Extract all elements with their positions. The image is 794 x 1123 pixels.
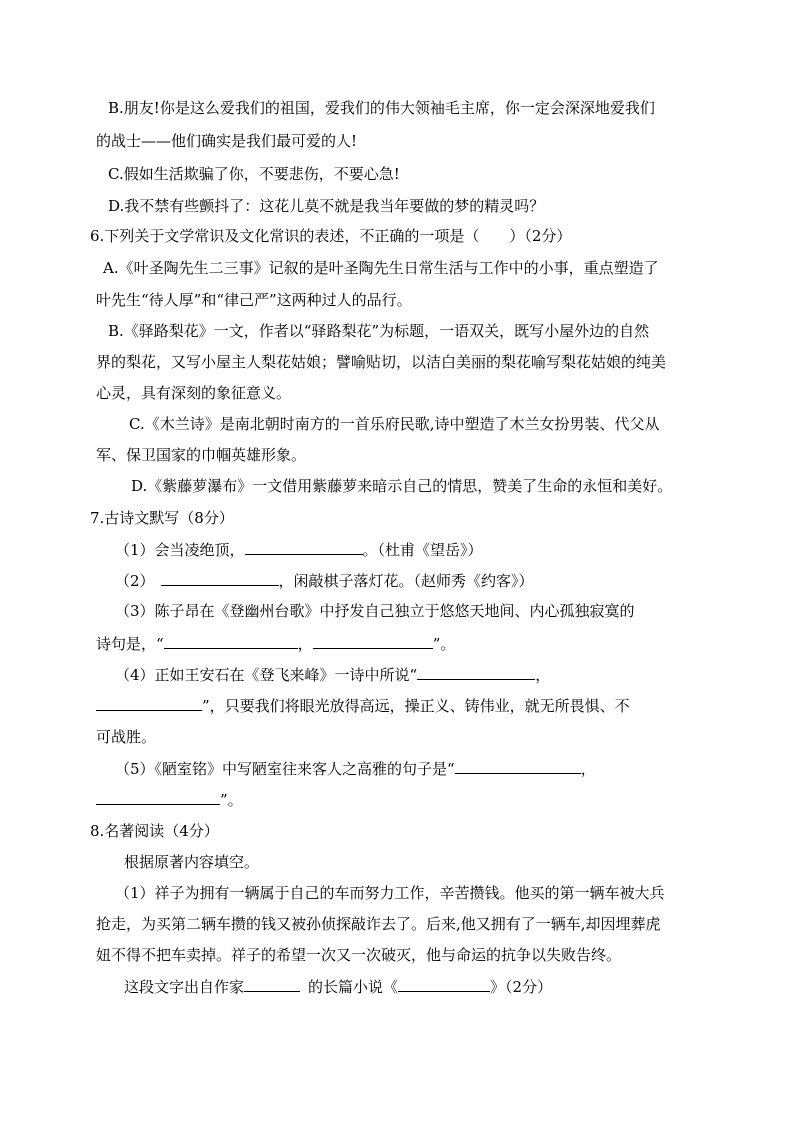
q6-title: 6.下列关于文学常识及文化常识的表述，不正确的一项是（ ）（2分） xyxy=(90,227,572,245)
answer-blank[interactable] xyxy=(417,664,535,680)
q5-option-b-line1: B.朋友!你是这么爱我们的祖国，爱我们的伟大领袖毛主席，你一定会深深地爱我们 xyxy=(108,99,655,117)
q6-option-b-line2: 界的梨花，又写小屋主人梨花姑娘；譬喻贴切，以洁白美丽的梨花喻写梨花姑娘的纯美 xyxy=(96,353,667,371)
q7-item-4-prefix: （4）正如王安石在《登飞来峰》一诗中所说“ xyxy=(115,666,418,684)
q6-option-b-line3: 心灵，具有深刻的象征意义。 xyxy=(96,384,292,402)
q7-item-5-comma: ， xyxy=(580,760,596,778)
q7-item-3-suffix: ”。 xyxy=(432,635,456,653)
q8-fill-line xyxy=(124,976,552,997)
q6-option-a-line1: A.《叶圣陶先生二三事》记叙的是叶圣陶先生日常生活与工作中的小事，重点塑造了 xyxy=(103,259,659,277)
q5-option-d: D.我不禁有些颤抖了：这花儿莫不就是我当年要做的梦的精灵吗？ xyxy=(108,197,545,215)
q8-fill-middle: 的长篇小说《 xyxy=(308,978,399,996)
q8-intro: 根据原著内容填空。 xyxy=(124,853,260,871)
q6-option-d: D.《紫藤萝瀑布》一文借用紫藤萝来暗示自己的情思，赞美了生命的永恒和美好。 xyxy=(131,477,673,495)
q7-item-2-suffix: ，闲敲棋子落灯花。（赵师秀《约客》） xyxy=(278,572,534,590)
q7-item-2-prefix: （2） xyxy=(115,572,155,590)
q7-item-5-line2 xyxy=(96,789,243,810)
q8-title: 8.名著阅读（4分） xyxy=(90,822,219,840)
q7-item-3-line2 xyxy=(96,633,455,654)
q7-item-5-suffix: ”。 xyxy=(220,791,243,809)
q7-item-3-comma: ， xyxy=(297,635,313,653)
answer-blank[interactable] xyxy=(313,633,433,649)
q7-item-4-line2 xyxy=(96,695,630,716)
q7-item-2 xyxy=(115,570,534,591)
answer-blank[interactable] xyxy=(455,758,581,774)
q7-item-5-prefix: （5）《陋室铭》中写陋室往来客人之高雅的句子是“ xyxy=(115,760,455,778)
q7-item-4-line3: 可战胜。 xyxy=(96,728,157,746)
q6-option-b-line1: B.《驿路梨花》一文，作者以“驿路梨花”为标题，一语双关，既写小屋外边的自然 xyxy=(108,322,650,340)
q8-passage-line3: 妞不得不把车卖掉。祥子的希望一次又一次破灭，他与命运的抗争以失败告终。 xyxy=(96,946,622,964)
q8-passage-line1: （1）祥子为拥有一辆属于自己的车而努力工作，辛苦攒钱。他买的第一辆车被大兵 xyxy=(115,884,665,902)
q6-option-a-line2: 叶先生“待人厚”和“律己严”这两种过人的品行。 xyxy=(96,291,412,309)
q8-fill-prefix: 这段文字出自作家 xyxy=(124,978,245,996)
q7-item-4-text: ”，只要我们将眼光放得高远，操正义、铸伟业，就无所畏惧、不 xyxy=(202,697,630,715)
q7-item-3-line1: （3）陈子昂在《登幽州台歌》中抒发自己独立于悠悠天地间、内心孤独寂寞的 xyxy=(115,602,635,620)
answer-blank[interactable] xyxy=(96,695,202,711)
q7-title: 7.古诗文默写（8分） xyxy=(90,509,234,527)
answer-blank-author[interactable] xyxy=(244,976,300,992)
q5-option-b-line2: 的战士——他们确实是我们最可爱的人! xyxy=(96,132,358,150)
answer-blank[interactable] xyxy=(245,539,363,555)
answer-blank[interactable] xyxy=(161,570,279,586)
q7-item-1-prefix: （1）会当凌绝顶， xyxy=(115,541,245,559)
q6-option-c-line1: C.《木兰诗》是南北朝时南方的一首乐府民歌,诗中塑造了木兰女扮男装、代父从 xyxy=(129,415,660,433)
answer-blank[interactable] xyxy=(96,789,220,805)
q7-item-1-suffix: 。（杜甫《望岳》） xyxy=(362,541,483,559)
q7-item-4-comma: ， xyxy=(535,666,551,684)
q7-item-5-line1 xyxy=(115,758,596,779)
q5-option-c: C.假如生活欺骗了你，不要悲伤，不要心急! xyxy=(108,165,400,183)
q8-fill-suffix: 》（2分） xyxy=(490,978,553,996)
q7-item-1 xyxy=(115,539,483,560)
q7-item-3-prefix: 诗句是，“ xyxy=(96,635,164,653)
q7-item-4-line1 xyxy=(115,664,550,685)
q8-passage-line2: 抢走，为买第二辆车攒的钱又被孙侦探敲诈去了。后来,他又拥有了一辆车,却因埋葬虎 xyxy=(96,915,661,933)
q6-option-c-line2: 军、保卫国家的巾帼英雄形象。 xyxy=(96,446,307,464)
answer-blank[interactable] xyxy=(164,633,298,649)
answer-blank-novel[interactable] xyxy=(398,976,490,992)
